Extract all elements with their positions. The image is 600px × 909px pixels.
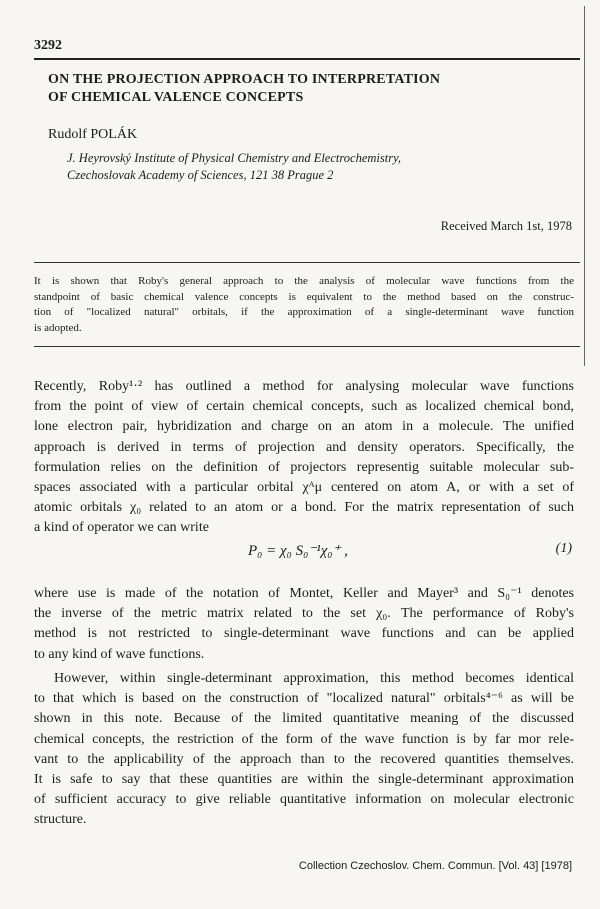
text-line: approach is derived in terms of projection and density operators. Specifically, the (34, 439, 574, 455)
received-date: Received March 1st, 1978 (440, 219, 572, 233)
abstract-top-rule (34, 262, 580, 263)
article-title (48, 71, 568, 107)
header-rule (34, 58, 580, 60)
title-line: OF CHEMICAL VALENCE CONCEPTS (48, 90, 304, 105)
affiliation (67, 150, 401, 184)
text-line: lone electron pair, hybridization and charge on an atom in a molecule. The unified (34, 419, 574, 435)
equation-1: P₀ = χ₀ S₀⁻¹χ₀⁺ , (248, 543, 348, 559)
abstract-line: It is shown that Roby's general approach to the analysis of molecular wave functions from the (34, 275, 574, 287)
page-edge-line (584, 6, 585, 366)
author-name: Rudolf POLÁK (48, 127, 138, 142)
affiliation-line: J. Heyrovský Institute of Physical Chemistry and Electrochemistry, (67, 151, 402, 165)
text-line: vant to the applicability of the approach than to the recovered quantities themselves. (34, 751, 574, 767)
title-line: ON THE PROJECTION APPROACH TO INTERPRETATION (48, 72, 441, 87)
abstract-line: tion of "localized natural" orbitals, if the approximation of a single-determinant wave function (34, 306, 574, 318)
abstract (34, 274, 574, 336)
text-line: spaces associated with a particular orbital χᴬμ centered on atom A, or with a set of (34, 480, 574, 496)
text-line: of sufficient accuracy to give reliable quantitative information on molecular electronic (34, 792, 574, 808)
page-number: 3292 (34, 38, 62, 53)
abstract-line: is adopted. (34, 321, 82, 334)
paragraph-1 (34, 377, 574, 539)
text-line: method is not restricted to single-determinant wave functions and can be applied (34, 626, 574, 642)
text-line: Recently, Roby¹·² has outlined a method for analysing molecular wave functions (34, 379, 574, 394)
text-line: shown in this note. Because of the limited quantitative meaning of the discussed (34, 711, 574, 727)
text-line: where use is made of the notation of Montet, Keller and Mayer³ and S₀⁻¹ denotes (34, 586, 574, 601)
paragraph-3 (34, 669, 574, 831)
text-line: to that which is based on the construction of "localized natural" orbitals⁴⁻⁶ as will be (34, 691, 574, 707)
text-line: from the point of view of certain chemical concepts, such as localized chemical bond, (34, 399, 574, 415)
text-line: structure. (34, 812, 87, 828)
text-line: atomic orbitals χ₀ related to an atom or a bond. For the matrix representation of such (34, 500, 574, 516)
text-line: to any kind of wave functions. (34, 646, 205, 662)
journal-footer: Collection Czechoslov. Chem. Commun. [Vol. 43] [1978] (298, 860, 572, 872)
paragraph-2 (34, 584, 574, 665)
text-line: It is safe to say that these quantities are within the single-determinant approximation (34, 772, 574, 788)
affiliation-line: Czechoslovak Academy of Sciences, 121 38 Prague 2 (67, 168, 334, 182)
text-line: a kind of operator we can write (34, 520, 209, 536)
text-line: However, within single-determinant approximation, this method becomes identical (54, 671, 574, 686)
text-line: the inverse of the metric matrix related to the set χ₀. The performance of Roby's (34, 606, 574, 622)
abstract-bottom-rule (34, 346, 580, 347)
text-line: chemical concepts, the restriction of the form of the wave function is by far mor rele- (34, 731, 574, 747)
equation-number: (1) (555, 541, 572, 556)
abstract-line: standpoint of basic chemical valence concepts is equivalent to the method based on the construc- (34, 290, 574, 303)
text-line: formulation relies on the definition of projectors representig suitable molecular sub- (34, 459, 574, 475)
